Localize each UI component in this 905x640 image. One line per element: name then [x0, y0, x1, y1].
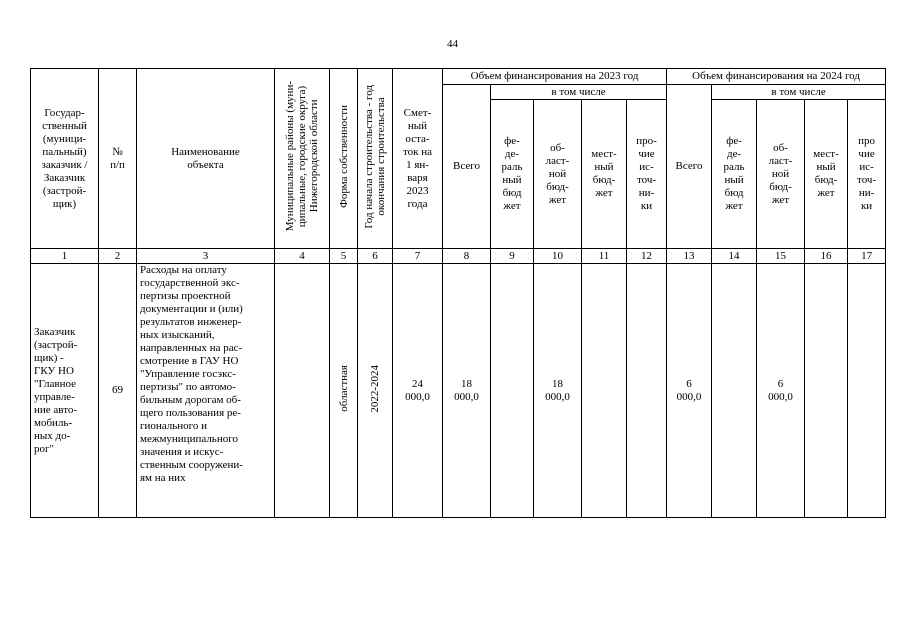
column-number: 5: [330, 249, 358, 264]
row-local-2024: [805, 264, 848, 518]
column-number: 9: [491, 249, 534, 264]
header-including-2024: в том числе: [712, 85, 886, 100]
row-federal-2024: [712, 264, 757, 518]
header-balance: Смет- ный оста- ток на 1 ян- варя 2023 года: [393, 69, 443, 249]
page-number: 44: [447, 38, 458, 50]
header-ownership-cell: [330, 69, 358, 249]
column-number: 1: [31, 249, 99, 264]
row-ownership-cell: [330, 264, 358, 518]
row-total-2023: 18 000,0: [443, 264, 491, 518]
header-regional-2023: об- ласт- ной бюд- жет: [534, 100, 582, 249]
row-balance: 24 000,0: [393, 264, 443, 518]
header-fin-2024: Объем финансирования на 2024 год: [667, 69, 886, 85]
row-years: 2022-2024: [369, 364, 381, 413]
row-federal-2023: [491, 264, 534, 518]
header-total-2023: Всего: [443, 85, 491, 249]
column-number-row: [31, 249, 886, 264]
column-number: 11: [582, 249, 627, 264]
header-years-cell: [358, 69, 393, 249]
column-number: 13: [667, 249, 712, 264]
row-other-2023: [627, 264, 667, 518]
header-local-2023: мест- ный бюд- жет: [582, 100, 627, 249]
column-number: 7: [393, 249, 443, 264]
header-customer: Государ- ственный (муници- пальный) заказчик / Заказчик (застрой- щик): [31, 69, 99, 249]
row-local-2023: [582, 264, 627, 518]
header-fin-2023: Объем финансирования на 2023 год: [443, 69, 667, 85]
row-other-2024: [848, 264, 886, 518]
header-years: Год начала строительства - год окончания строительства: [363, 84, 387, 229]
header-districts: Муниципальные районы (муни- ципальные, городские округа) Нижегородской области: [284, 81, 320, 232]
column-number: 4: [275, 249, 330, 264]
header-number: № п/п: [99, 69, 137, 249]
row-total-2024: 6 000,0: [667, 264, 712, 518]
header-local-2024: мест- ный бюд- жет: [805, 100, 848, 249]
row-object-name: Расходы на оплату государственной экс- пертизы проектной документации и (или) результатов инженер- ных изысканий, направленных на рас- смотрение в ГАУ НО "Управление госэкс- пертизы" по автомо- бильным дорогам об- щего пользования ре- гионального и межмуниципального значения и искус- ственным сооружени- ям на них: [137, 264, 275, 518]
column-number: 17: [848, 249, 886, 264]
header-ownership: Форма собственности: [337, 105, 350, 208]
column-number: 14: [712, 249, 757, 264]
column-number: 3: [137, 249, 275, 264]
header-including-2023: в том числе: [491, 85, 667, 100]
header-other-2023: про- чие ис- точ- ни- ки: [627, 100, 667, 249]
row-customer: Заказчик (застрой- щик) - ГКУ НО "Главное управле- ние авто- мобиль- ных до- рог": [31, 264, 99, 518]
column-number: 2: [99, 249, 137, 264]
header-other-2024: про чие ис- точ- ни- ки: [848, 100, 886, 249]
header-federal-2023: фе- де- раль ный бюд жет: [491, 100, 534, 249]
row-number: 69: [99, 264, 137, 518]
header-federal-2024: фе- де- раль ный бюд жет: [712, 100, 757, 249]
header-districts-cell: [275, 69, 330, 249]
row-regional-2023: 18 000,0: [534, 264, 582, 518]
row-regional-2024: 6 000,0: [757, 264, 805, 518]
column-number: 15: [757, 249, 805, 264]
row-years-cell: [358, 264, 393, 518]
header-regional-2024: об- ласт- ной бюд- жет: [757, 100, 805, 249]
column-number: 6: [358, 249, 393, 264]
header-object-name: Наименование объекта: [137, 69, 275, 249]
column-number: 16: [805, 249, 848, 264]
row-ownership: областная: [337, 365, 350, 412]
row-districts: [275, 264, 330, 518]
header-total-2024: Всего: [667, 85, 712, 249]
column-number: 12: [627, 249, 667, 264]
column-number: 8: [443, 249, 491, 264]
column-number: 10: [534, 249, 582, 264]
table-row: [31, 264, 886, 518]
financing-table: [30, 68, 886, 518]
